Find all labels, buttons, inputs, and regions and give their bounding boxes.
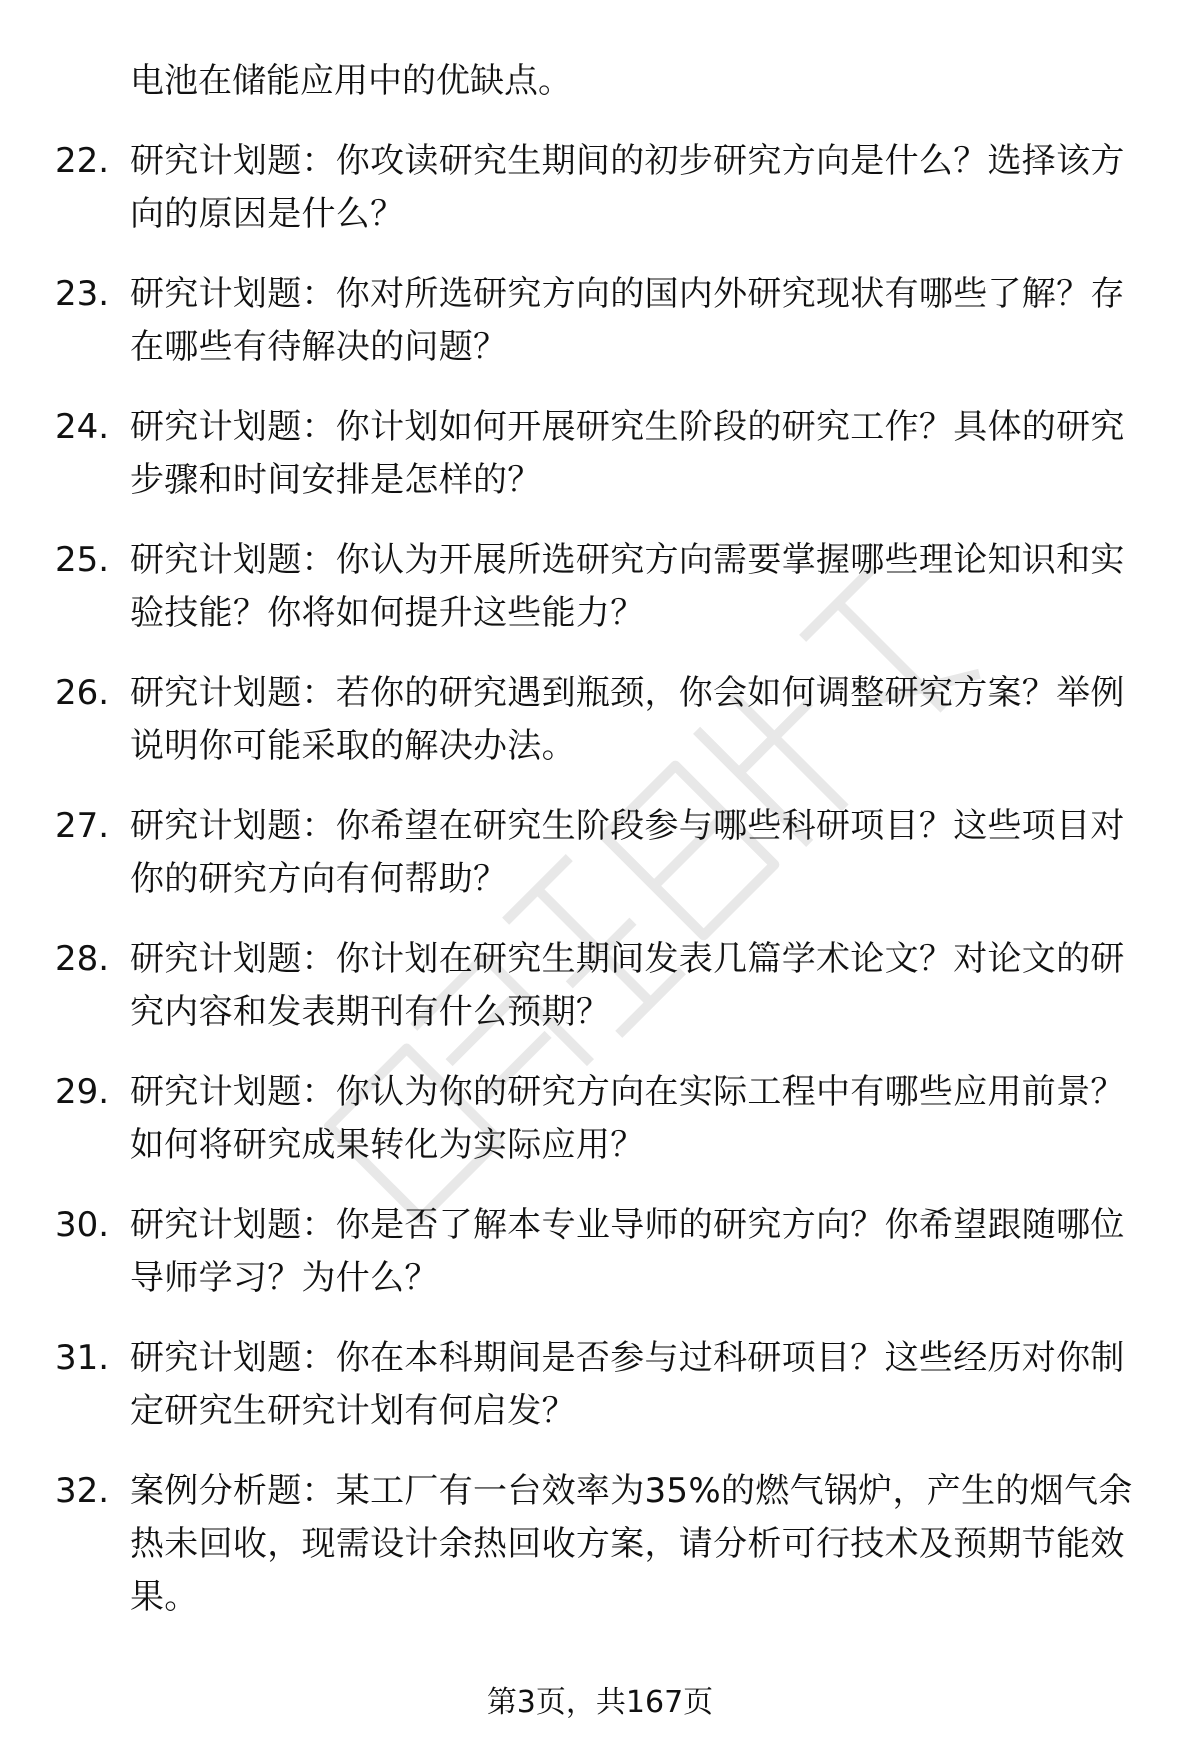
question-text: 研究计划题：你是否了解本专业导师的研究方向？你希望跟随哪位导师学习？为什么？: [130, 1205, 1125, 1298]
question-text: 研究计划题：你认为你的研究方向在实际工程中有哪些应用前景？如何将研究成果转化为实际应用？: [130, 1072, 1125, 1165]
question-number: 25.: [55, 540, 110, 580]
question-number: 22.: [55, 141, 110, 181]
question-item: [0, 800, 1200, 906]
question-text: 研究计划题：你希望在研究生阶段参与哪些科研项目？这些项目对你的研究方向有何帮助？: [130, 806, 1125, 899]
question-number: 24.: [55, 407, 110, 447]
question-number: 30.: [55, 1205, 110, 1245]
question-text: 案例分析题：某工厂有一台效率为35%的燃气锅炉，产生的烟气余热未回收，现需设计余热回收方案，请分析可行技术及预期节能效果。: [130, 1471, 1133, 1617]
question-number: 29.: [55, 1072, 110, 1112]
question-list: [0, 55, 1200, 1624]
page-footer: 第3页，共167页: [486, 1685, 714, 1720]
question-number: 26.: [55, 673, 110, 713]
question-number: 23.: [55, 274, 110, 314]
question-text: 研究计划题：你在本科期间是否参与过科研项目？这些经历对你制定研究生研究计划有何启发？: [130, 1338, 1125, 1431]
question-item: [0, 534, 1200, 640]
question-item: [0, 933, 1200, 1039]
question-item: [0, 1199, 1200, 1305]
question-item: [0, 667, 1200, 773]
question-number: 27.: [55, 806, 110, 846]
question-item: [0, 1332, 1200, 1438]
question-text: 研究计划题：你认为开展所选研究方向需要掌握哪些理论知识和实验技能？你将如何提升这些能力？: [130, 540, 1125, 633]
question-text: 研究计划题：你计划在研究生期间发表几篇学术论文？对论文的研究内容和发表期刊有什么预期？: [130, 939, 1125, 1032]
question-item: [0, 268, 1200, 374]
question-text: 研究计划题：你对所选研究方向的国内外研究现状有哪些了解？存在哪些有待解决的问题？: [130, 274, 1125, 367]
question-item: [0, 401, 1200, 507]
continuation-text: 电池在储能应用中的优缺点。: [130, 61, 572, 101]
question-number: 32.: [55, 1471, 110, 1511]
question-item: [0, 1465, 1200, 1624]
question-item: [0, 1066, 1200, 1172]
question-number: 31.: [55, 1338, 110, 1378]
question-number: 28.: [55, 939, 110, 979]
question-text: 研究计划题：你攻读研究生期间的初步研究方向是什么？选择该方向的原因是什么？: [130, 141, 1125, 234]
question-item: [0, 135, 1200, 241]
question-text: 研究计划题：若你的研究遇到瓶颈，你会如何调整研究方案？举例说明你可能采取的解决办法。: [130, 673, 1125, 766]
question-text: 研究计划题：你计划如何开展研究生阶段的研究工作？具体的研究步骤和时间安排是怎样的？: [130, 407, 1125, 500]
